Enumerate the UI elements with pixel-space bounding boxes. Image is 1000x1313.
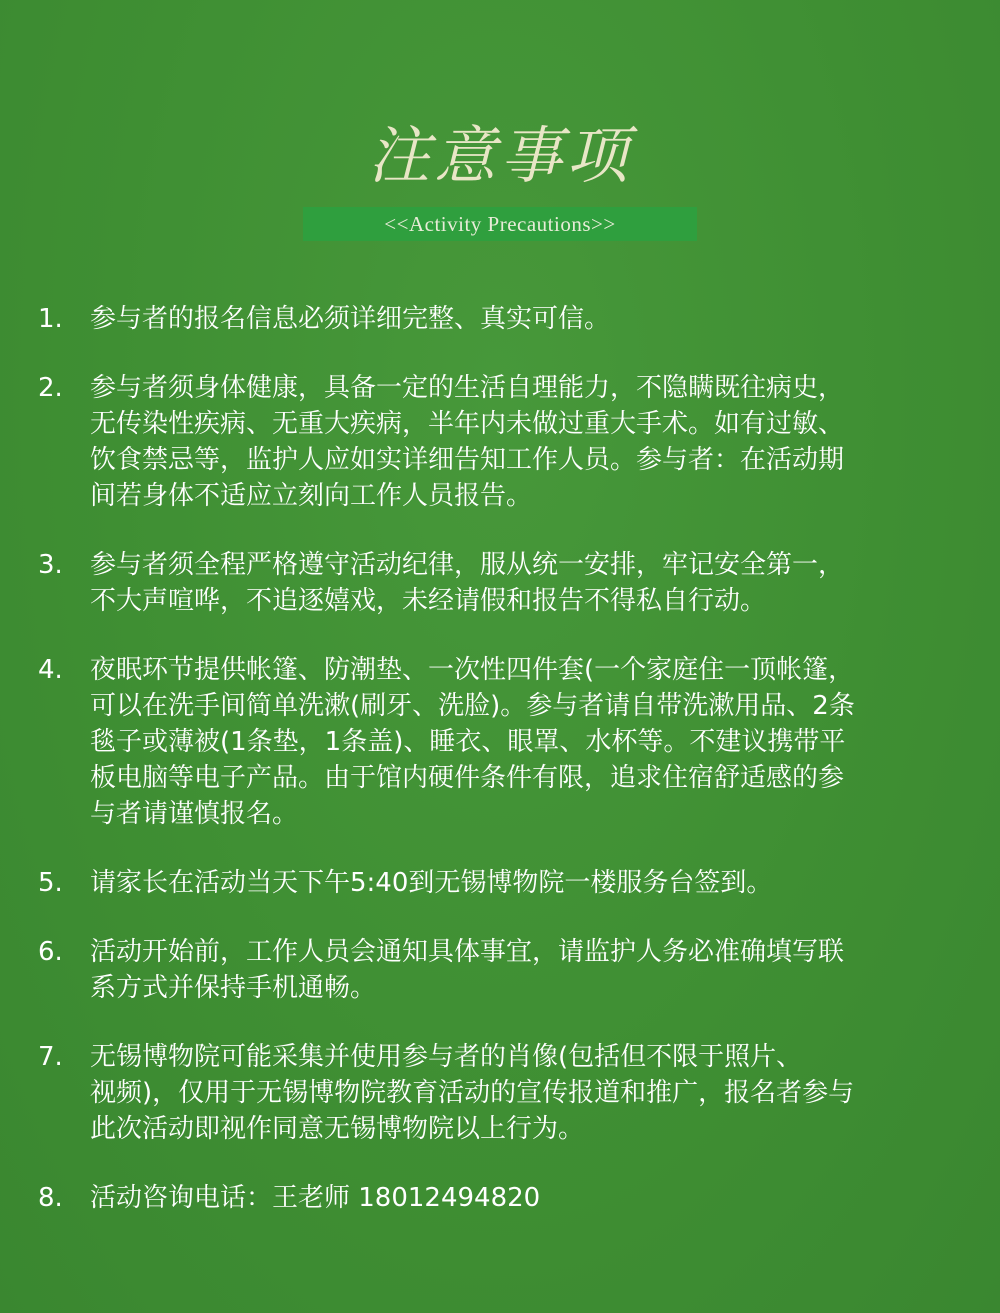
page-title: 注意事项 — [367, 119, 632, 192]
item-text: 请家长在活动当天下午5:40到无锡博物院一楼服务台签到。 — [90, 868, 773, 898]
list-item — [38, 934, 973, 1006]
contact-phone-text: 活动咨询电话：王老师 18012494820 — [90, 1183, 541, 1213]
item-number: 8. — [38, 1183, 63, 1213]
item-text: 参与者须全程严格遵守活动纪律，服从统一安排，牢记安全第一， 不大声喧哗，不追逐嬉戏，未经请假和报告不得私自行动。 — [90, 550, 845, 616]
item-number: 7. — [38, 1042, 63, 1072]
list-item — [38, 1039, 973, 1147]
list-item — [38, 1180, 973, 1216]
subtitle-banner — [303, 207, 697, 241]
item-text: 夜眠环节提供帐篷、防潮垫、一次性四件套(一个家庭住一顶帐篷， 可以在洗手间简单洗漱(刷牙、洗脸)。参与者请自带洗漱用品、2条 毯子或薄被(1条垫，1条盖)、睡衣、眼罩、水杯等。不建议携带平 板电脑等电子产品。由于馆内硬件条件有限，追求住宿舒适感的参 与者请谨慎报名。 — [90, 655, 855, 829]
item-text: 活动开始前，工作人员会通知具体事宜，请监护人务必准确填写联 系方式并保持手机通畅。 — [90, 937, 845, 1003]
item-number: 5. — [38, 868, 63, 898]
item-number: 4. — [38, 655, 63, 685]
list-item — [38, 547, 973, 619]
list-item — [38, 652, 973, 832]
list-item — [38, 301, 973, 337]
item-text: 参与者的报名信息必须详细完整、真实可信。 — [90, 304, 611, 334]
item-number: 2. — [38, 373, 63, 403]
list-item — [38, 865, 973, 901]
item-number: 6. — [38, 937, 63, 967]
item-text: 无锡博物院可能采集并使用参与者的肖像(包括但不限于照片、 视频)，仅用于无锡博物院教育活动的宣传报道和推广，报名者参与 此次活动即视作同意无锡博物院以上行为。 — [90, 1042, 855, 1144]
item-number: 3. — [38, 550, 63, 580]
item-text: 参与者须身体健康，具备一定的生活自理能力，不隐瞒既往病史， 无传染性疾病、无重大疾病，半年内未做过重大手术。如有过敏、 饮食禁忌等，监护人应如实详细告知工作人员。参与者：在活动期 间若身体不适应立刻向工作人员报告。 — [90, 373, 845, 511]
subtitle: <<Activity Precautions>> — [384, 211, 616, 236]
list-item — [38, 370, 973, 514]
precautions-list — [38, 301, 973, 1249]
item-number: 1. — [38, 304, 63, 334]
